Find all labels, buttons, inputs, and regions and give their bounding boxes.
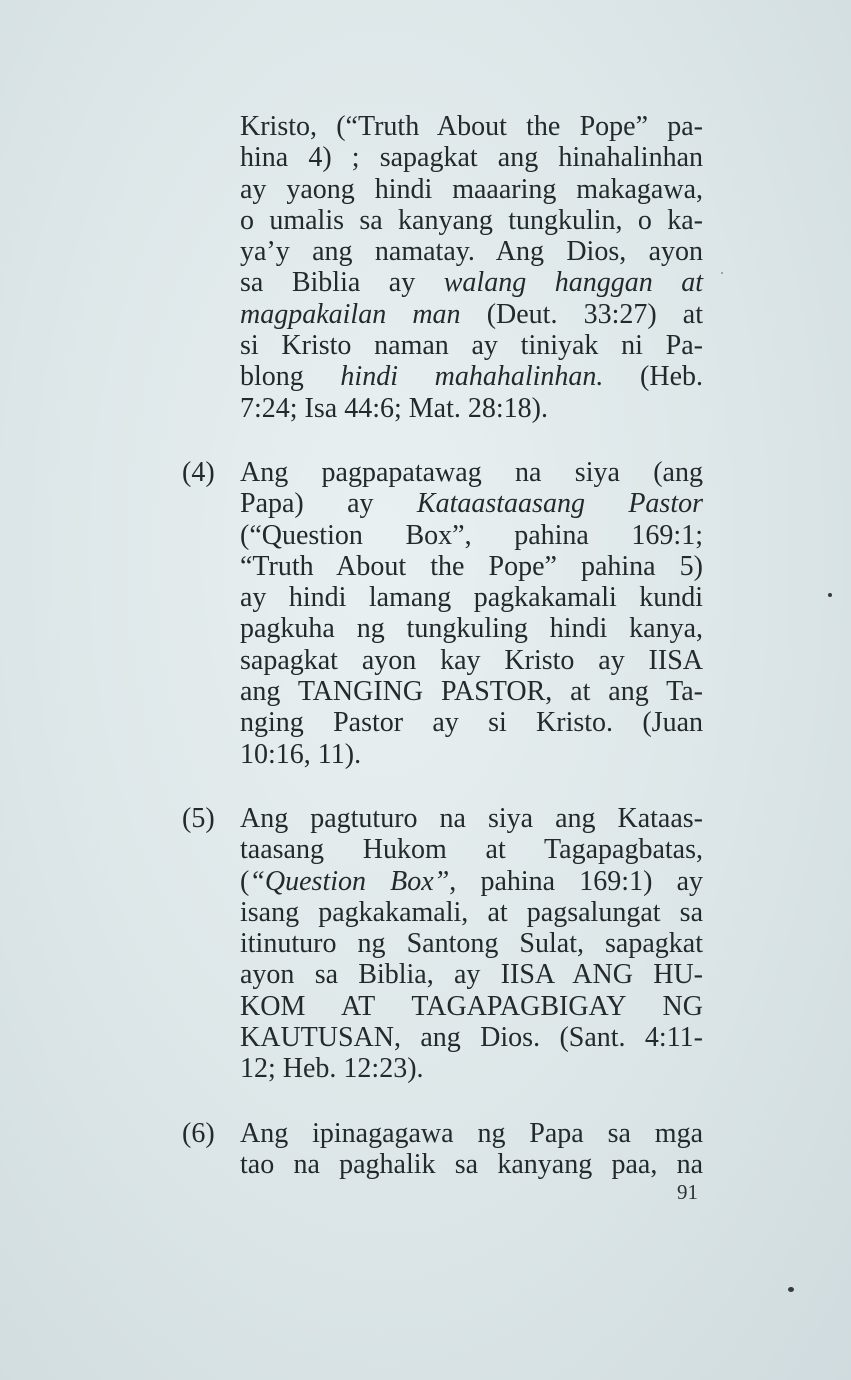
text-line: KOM AT TAGAPAGBIGAY NG [240,990,703,1022]
paper-speck [721,272,723,274]
text-line: 7:24; Isa 44:6; Mat. 28:18). [240,392,548,424]
paragraph-number: (6) [182,1117,215,1149]
text-line: hina 4) ; sapagkat ang hinahalinhan [240,142,703,174]
text-line: tao na paghalik sa kanyang paa, na [240,1148,703,1180]
text-line: sapagkat ayon kay Kristo ay IISA [240,644,703,676]
page-number: 91 [677,1180,698,1204]
text-line: ang TANGING PASTOR, at ang Ta- [240,676,703,708]
paragraph-5 [182,802,704,1085]
text-line: magpakailan man (Deut. 33:27) at [240,298,703,330]
text-line: KAUTUSAN, ang Dios. (Sant. 4:11- [240,1022,703,1054]
text-line: 10:16, 11). [240,738,362,770]
text-line: nging Pastor ay si Kristo. (Juan [240,707,703,739]
text-line: o umalis sa kanyang tungkulin, o ka- [240,204,703,236]
text-line: ay yaong hindi maaaring makagawa, [240,173,703,205]
paper-speck [788,1287,794,1292]
text-line: Papa) ay Kataastaasang Pastor [240,488,703,520]
text-column [182,111,704,1180]
paragraph-4 [182,456,703,770]
text-line: sa Biblia ay walang hanggan at [240,267,703,299]
text-line: Ang pagpapatawag na siya (ang [240,456,703,488]
text-line: (“Question Box”, pahina 169:1; [240,519,703,551]
paragraph-continuation [240,111,703,424]
text-line: ay hindi lamang pagkakamali kundi [240,582,703,614]
text-line: “Truth About the Pope” pahina 5) [240,550,703,582]
text-line: Kristo, (“Truth About the Pope” pa- [240,111,703,142]
text-line: pagkuha ng tungkuling hindi kanya, [240,613,703,645]
text-line: ayon sa Biblia, ay IISA ANG HU- [240,959,703,991]
text-line: taasang Hukom at Tagapagbatas, [240,834,703,866]
paper-speck [828,593,832,597]
text-line: ya’y ang namatay. Ang Dios, ayon [240,236,703,268]
text-line: (“Question Box”, pahina 169:1) ay [240,865,704,897]
text-line: Ang ipinagagawa ng Papa sa mga [240,1117,703,1149]
text-line: blong hindi mahahalinhan. (Heb. [240,361,703,393]
text-line: 12; Heb. 12:23). [240,1053,424,1085]
text-line: itinuturo ng Santong Sulat, sapagkat [240,928,703,960]
paragraph-6 [182,1117,703,1181]
text-line: si Kristo naman ay tiniyak ni Pa- [240,330,703,362]
text-line: isang pagkakamali, at pagsalungat sa [240,896,703,928]
paragraph-number: (4) [182,456,215,488]
text-line: Ang pagtuturo na siya ang Kataas- [240,802,703,834]
paragraph-number: (5) [182,802,215,834]
